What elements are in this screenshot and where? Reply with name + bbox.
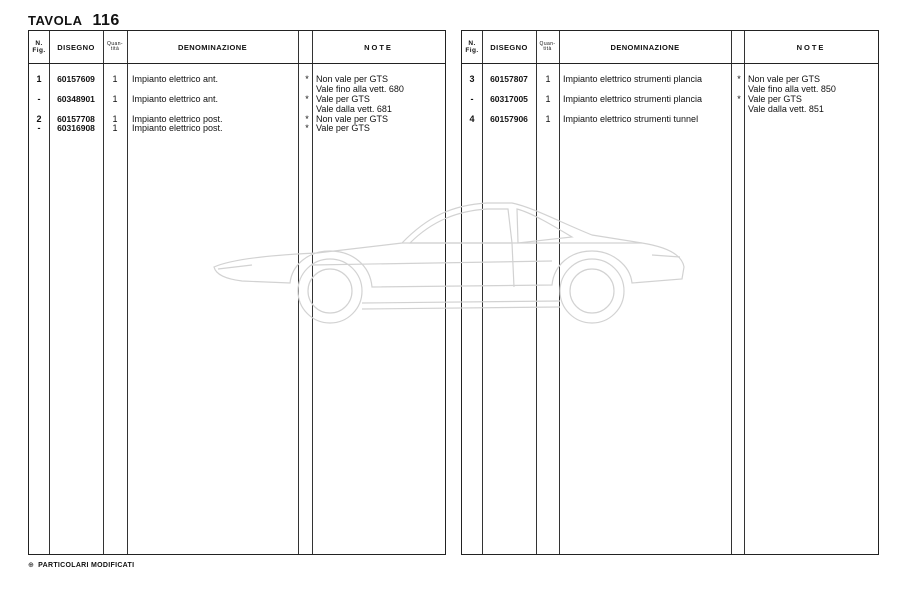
page-title — [28, 12, 120, 30]
table-row — [462, 104, 878, 114]
part-code: 60157807 — [490, 74, 528, 84]
header-fig-line1: N. — [35, 40, 43, 47]
footer-legend — [28, 561, 134, 569]
header-quantita-line2: tità — [543, 46, 552, 52]
quantity: 1 — [112, 74, 118, 84]
car-watermark-drawing — [212, 195, 692, 330]
table-row — [29, 84, 445, 94]
table-row — [462, 74, 878, 84]
header-disegno: DISEGNO — [57, 42, 95, 52]
note-text: Vale per GTS — [748, 94, 802, 104]
description: Impianto elettrico post. — [132, 123, 223, 133]
fig-number: 1 — [36, 74, 42, 84]
note-marker: * — [737, 94, 741, 104]
header-fig-line1: N. — [468, 40, 476, 47]
header-note: NOTE — [796, 42, 826, 52]
description: Impianto elettrico strumenti plancia — [563, 74, 703, 84]
modified-parts-icon: ⊕ — [28, 562, 35, 569]
note-marker: * — [305, 114, 309, 124]
fig-number: 4 — [469, 114, 475, 124]
table-row — [29, 123, 445, 133]
header-divider — [462, 63, 878, 64]
part-code: 60316908 — [57, 123, 95, 133]
header-quantita-line2: tità — [110, 46, 120, 52]
note-text: Vale fino alla vett. 850 — [748, 84, 836, 94]
note-text: Non vale per GTS — [748, 74, 821, 84]
note-text: Vale dalla vett. 681 — [316, 104, 392, 114]
table-row — [462, 114, 878, 124]
note-text: Vale fino alla vett. 680 — [316, 84, 404, 94]
header-fig-line2: Fig. — [465, 47, 479, 54]
note-marker: * — [737, 74, 741, 84]
fig-number: 3 — [469, 74, 475, 84]
header-note: NOTE — [364, 42, 393, 52]
title-label: TAVOLA — [28, 13, 83, 28]
table-row — [29, 74, 445, 84]
description: Impianto elettrico ant. — [132, 94, 219, 104]
quantity: 1 — [112, 114, 118, 124]
part-code: 60317005 — [490, 94, 528, 104]
table-row — [462, 84, 878, 94]
header-quantita — [536, 31, 559, 63]
header-denominazione: DENOMINAZIONE — [610, 42, 680, 52]
quantity: 1 — [112, 123, 118, 133]
note-text: Vale per GTS — [316, 123, 370, 133]
header-quantita — [103, 31, 127, 63]
description: Impianto elettrico strumenti plancia — [563, 94, 703, 104]
note-marker: * — [305, 74, 309, 84]
part-code: 60157708 — [57, 114, 95, 124]
header-quantita-line1: Quan- — [539, 40, 556, 47]
quantity: 1 — [545, 114, 551, 124]
fig-number: - — [470, 94, 474, 104]
fig-number: - — [37, 123, 41, 133]
table-row — [29, 94, 445, 104]
note-text: Non vale per GTS — [316, 74, 389, 84]
table-row — [462, 94, 878, 104]
part-code: 60157906 — [490, 114, 528, 124]
part-code: 60348901 — [57, 94, 95, 104]
header-fig — [462, 31, 482, 63]
header-denominazione: DENOMINAZIONE — [178, 42, 247, 52]
fig-number: 2 — [36, 114, 42, 124]
header-fig — [29, 31, 49, 63]
part-code: 60157609 — [57, 74, 95, 84]
header-fig-line2: Fig. — [32, 47, 46, 54]
header-divider — [29, 63, 445, 64]
note-text: Vale per GTS — [316, 94, 370, 104]
description: Impianto elettrico post. — [132, 114, 223, 124]
fig-number: - — [37, 94, 41, 104]
quantity: 1 — [112, 94, 118, 104]
note-text: Non vale per GTS — [316, 114, 389, 124]
table-row — [29, 104, 445, 114]
quantity: 1 — [545, 94, 551, 104]
header-disegno: DISEGNO — [490, 42, 528, 52]
header-quantita-line1: Quan- — [107, 40, 123, 47]
table-number: 116 — [92, 12, 120, 29]
note-text: Vale dalla vett. 851 — [748, 104, 824, 114]
note-marker: * — [305, 94, 309, 104]
description: Impianto elettrico strumenti tunnel — [563, 114, 699, 124]
quantity: 1 — [545, 74, 551, 84]
description: Impianto elettrico ant. — [132, 74, 219, 84]
footer-text: PARTICOLARI MODIFICATI — [38, 562, 135, 569]
note-marker: * — [305, 123, 309, 133]
